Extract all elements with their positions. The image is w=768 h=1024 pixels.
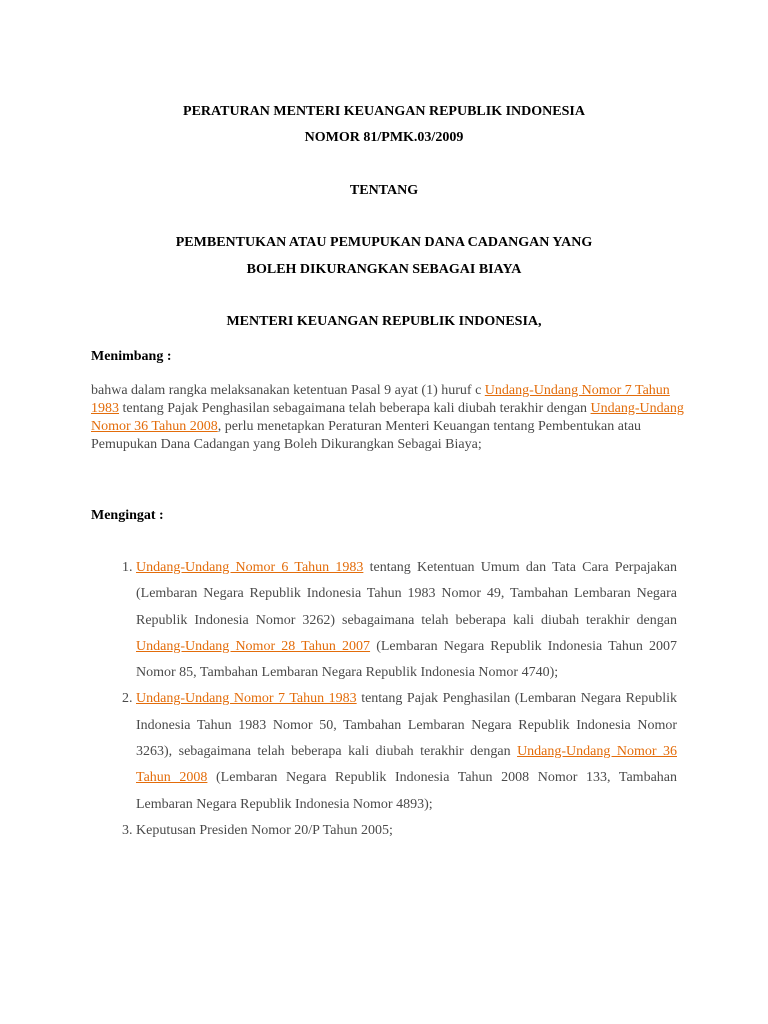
- menimbang-text-c: , perlu menetapkan Peraturan Menteri Keuangan tentang Pembentukan atau Pemupukan Dana Cadangan yang Boleh Dikurangkan Sebagai Biaya;: [91, 419, 642, 452]
- list-item-text-b: (Lembaran Negara Republik Indonesia Tahun 2008 Nomor 133, Tambahan Lembaran Negara Republik Indonesia Nomor 4893);: [136, 770, 677, 812]
- list-item: [136, 818, 677, 844]
- link-uu-36-2008[interactable]: Undang-Undang Nomor 36 Tahun 2008: [91, 401, 684, 434]
- link-uu-7-1983[interactable]: Undang-Undang Nomor 7 Tahun 1983: [136, 691, 357, 707]
- subject-line-2: BOLEH DIKURANGKAN SEBAGAI BIAYA: [246, 262, 522, 277]
- link-uu-7-1983[interactable]: Undang-Undang Nomor 7 Tahun 1983: [91, 383, 670, 416]
- minister-heading: MENTERI KEUANGAN REPUBLIK INDONESIA,: [226, 314, 542, 329]
- regulation-title: PERATURAN MENTERI KEUANGAN REPUBLIK INDONESIA: [183, 104, 585, 119]
- menimbang-paragraph: [91, 382, 691, 454]
- regulation-number: NOMOR 81/PMK.03/2009: [304, 130, 464, 145]
- list-item-text-b: (Lembaran Negara Republik Indonesia Tahun 2007 Nomor 85, Tambahan Lembaran Negara Republik Indonesia Nomor 4740);: [136, 638, 677, 681]
- menimbang-text-a: bahwa dalam rangka melaksanakan ketentuan Pasal 9 ayat (1) huruf c: [91, 383, 485, 398]
- mengingat-list: [91, 555, 677, 844]
- list-item-text: Keputusan Presiden Nomor 20/P Tahun 2005;: [136, 822, 393, 838]
- list-item: [136, 686, 677, 817]
- mengingat-label: Mengingat :: [91, 508, 164, 523]
- link-uu-36-2008[interactable]: Undang-Undang Nomor 36 Tahun 2008: [136, 744, 677, 786]
- list-item: [136, 555, 677, 686]
- subject-line-1: PEMBENTUKAN ATAU PEMUPUKAN DANA CADANGAN YANG: [175, 235, 593, 250]
- menimbang-label: Menimbang :: [91, 349, 172, 364]
- link-uu-6-1983[interactable]: Undang-Undang Nomor 6 Tahun 1983: [136, 560, 364, 575]
- link-uu-28-2007[interactable]: Undang-Undang Nomor 28 Tahun 2007: [136, 638, 371, 654]
- tentang-heading: TENTANG: [349, 183, 419, 198]
- menimbang-text-b: tentang Pajak Penghasilan sebagaimana telah beberapa kali diubah terakhir dengan: [119, 401, 591, 416]
- list-item-text-a: tentang Ketentuan Umum dan Tata Cara Perpajakan (Lembaran Negara Republik Indonesia Tahun 1983 Nomor 49, Tambahan Lembaran Negara Republik Indonesia Nomor 3262) sebagaimana telah beberapa kali diubah terakhir dengan: [136, 560, 677, 628]
- list-item-text-a: tentang Pajak Penghasilan (Lembaran Negara Republik Indonesia Tahun 1983 Nomor 50, Tambahan Lembaran Negara Republik Indonesia Nomor 3263), sebagaimana telah beberapa kali diubah terakhir dengan: [136, 691, 677, 760]
